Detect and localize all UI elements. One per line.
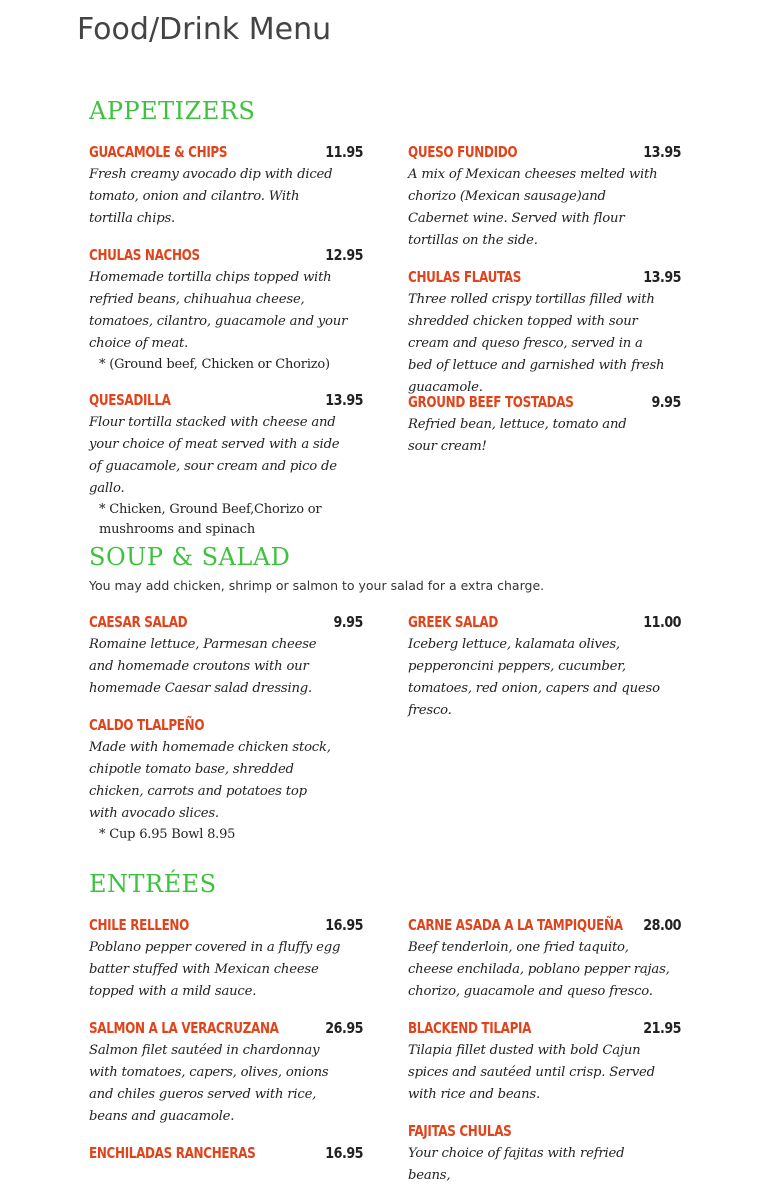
menu-item-chulas-nachos (89, 246, 363, 375)
item-price: 28.00 (643, 916, 681, 934)
item-description: Beef tenderloin, one fried taquito, cheese enchilada, poblano pepper rajas, chorizo, guacamole and queso fresco. (408, 940, 670, 999)
item-name: GREEK SALAD (408, 613, 498, 631)
section-note: You may add chicken, shrimp or salmon to your salad for a extra charge. (89, 578, 545, 593)
item-name: CALDO TLALPEÑO (89, 716, 205, 734)
menu-item-enchiladas-rancheras (89, 1144, 363, 1163)
item-name: QUESADILLA (89, 391, 171, 409)
section-title-entrees: ENTRÉES (89, 870, 217, 898)
menu-item-caesar-salad (89, 613, 363, 700)
item-description: Flour tortilla stacked with cheese and your choice of meat served with a side of guacamole, sour cream and pico de gallo. (89, 415, 340, 496)
item-description: Tilapia fillet dusted with bold Cajun spices and sautéed until crisp. Served with rice and beans. (408, 1043, 655, 1102)
item-description: Salmon filet sautéed in chardonnay with tomatoes, capers, olives, onions and chiles gueros served with rice, beans and guacamole. (89, 1043, 329, 1124)
item-price: 21.95 (643, 1019, 681, 1037)
menu-item-quesadilla (89, 391, 363, 540)
menu-item-fajitas-chulas (408, 1122, 681, 1187)
item-name: BLACKEND TILAPIA (408, 1019, 532, 1037)
menu-item-queso-fundido (408, 143, 681, 252)
menu-item-salmon-veracruzana (89, 1019, 363, 1128)
item-name: GROUND BEEF TOSTADAS (408, 393, 574, 411)
item-price: 9.95 (333, 613, 363, 631)
item-description: Homemade tortilla chips topped with refried beans, chihuahua cheese, tomatoes, cilantro, guacamole and your choice of meat. (89, 270, 348, 351)
item-description: Refried bean, lettuce, tomato and sour cream! (408, 417, 627, 454)
item-name: GUACAMOLE & CHIPS (89, 143, 228, 161)
item-price: 11.95 (325, 143, 363, 161)
item-note: * (Ground beef, Chicken or Chorizo) (99, 357, 330, 372)
menu-item-guacamole-chips (89, 143, 363, 230)
page-title: Food/Drink Menu (77, 12, 332, 47)
menu-item-carne-asada (408, 916, 681, 1003)
item-name: CHILE RELLENO (89, 916, 189, 934)
item-price: 13.95 (643, 268, 681, 286)
item-description: Three rolled crispy tortillas filled with shredded chicken topped with sour cream and queso fresco, served in a bed of lettuce and garnished with fresh guacamole. (408, 292, 665, 395)
item-name: SALMON A LA VERACRUZANA (89, 1019, 279, 1037)
item-description: Poblano pepper covered in a fluffy egg batter stuffed with Mexican cheese topped with a mild sauce. (89, 940, 341, 999)
item-note: * Cup 6.95 Bowl 8.95 (99, 827, 236, 842)
menu-item-blackend-tilapia (408, 1019, 681, 1106)
item-price: 16.95 (325, 1144, 363, 1162)
item-price: 11.00 (643, 613, 681, 631)
item-name: CARNE ASADA A LA TAMPIQUEÑA (408, 916, 623, 934)
menu-item-ground-beef-tostadas (408, 393, 681, 458)
item-name: CHULAS FLAUTAS (408, 268, 522, 286)
section-title-appetizers: APPETIZERS (89, 97, 256, 125)
item-name: QUESO FUNDIDO (408, 143, 518, 161)
item-name: FAJITAS CHULAS (408, 1122, 512, 1140)
item-name: CHULAS NACHOS (89, 246, 200, 264)
item-description: Made with homemade chicken stock, chipotle tomato base, shredded chicken, carrots and potatoes top with avocado slices. (89, 740, 331, 821)
item-price: 26.95 (325, 1019, 363, 1037)
item-name: CAESAR SALAD (89, 613, 188, 631)
menu-item-caldo-tlalpeno (89, 716, 363, 845)
item-description: Your choice of fajitas with refried beans, (408, 1146, 625, 1183)
menu-item-chile-relleno (89, 916, 363, 1003)
item-price: 13.95 (643, 143, 681, 161)
section-title-soup-salad: SOUP & SALAD (89, 543, 291, 571)
item-name: ENCHILADAS RANCHERAS (89, 1144, 256, 1162)
item-note: * Chicken, Ground Beef,Chorizo or mushrooms and spinach (99, 502, 322, 537)
item-description: Fresh creamy avocado dip with diced tomato, onion and cilantro. With tortilla chips. (89, 167, 333, 226)
menu-item-greek-salad (408, 613, 681, 722)
item-price: 16.95 (325, 916, 363, 934)
item-price: 13.95 (325, 391, 363, 409)
item-description: Romaine lettuce, Parmesan cheese and homemade croutons with our homemade Caesar salad dressing. (89, 637, 317, 696)
item-price: 9.95 (651, 393, 681, 411)
menu-item-chulas-flautas (408, 268, 681, 399)
item-price: 12.95 (325, 246, 363, 264)
item-description: Iceberg lettuce, kalamata olives, pepperoncini peppers, cucumber, tomatoes, red onion, capers and queso fresco. (408, 637, 660, 718)
item-description: A mix of Mexican cheeses melted with chorizo (Mexican sausage)and Cabernet wine. Served with flour tortillas on the side. (408, 167, 658, 248)
